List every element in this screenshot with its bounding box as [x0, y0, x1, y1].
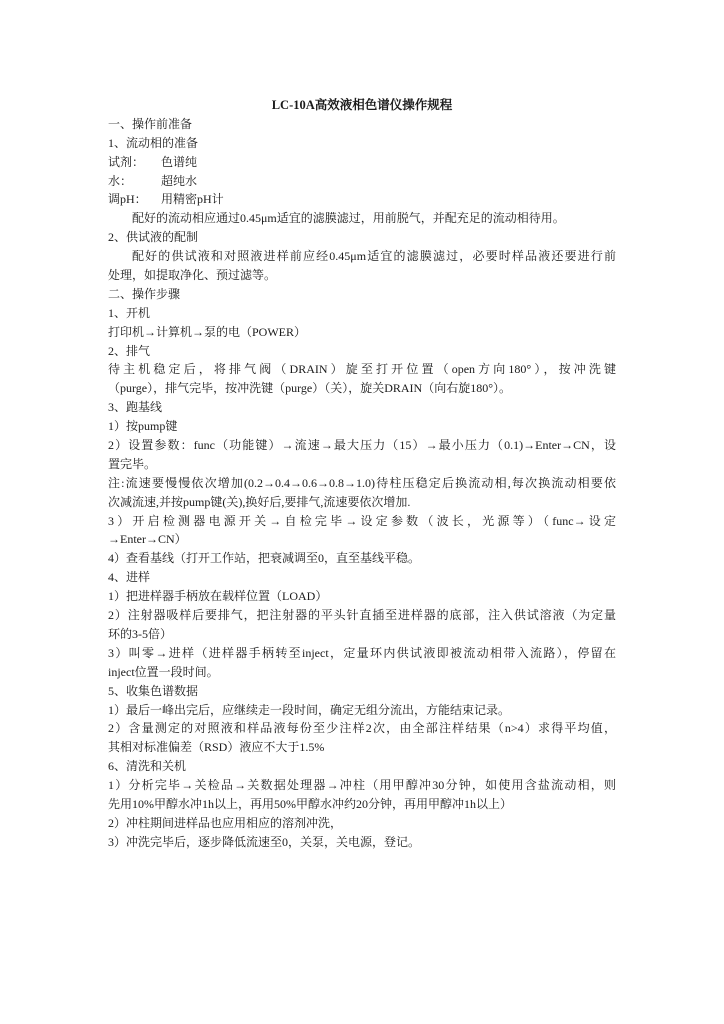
text-line: 2）含量测定的对照液和样品液每份至少注样2次，由全部注样结果（n>4）求得平均值，: [108, 721, 616, 736]
field-value: 色谱纯: [161, 154, 198, 169]
text-line: 配好的供试液和对照液进样前应经0.45μm适宜的滤膜滤过，必要时样品液还要进行前: [132, 249, 616, 264]
text-line: 一、操作前准备: [108, 116, 193, 131]
text-line: 1）分析完毕→关检品→关数据处理器→冲柱（用甲醇冲30分钟，如使用含盐流动相，则: [108, 778, 616, 793]
text-line: 4）查看基线（打开工作站，把衰减调至0，直至基线平稳。: [108, 551, 421, 566]
text-line: 处理，如提取净化、预过滤等。: [108, 268, 277, 283]
text-line: 环的3-5倍）: [108, 626, 172, 641]
text-line: 待主机稳定后，将排气阀（DRAIN）旋至打开位置（open方向180°），按冲洗键: [108, 362, 616, 377]
document-body: [108, 115, 616, 852]
text-line: 1）按pump键: [108, 419, 178, 434]
text-line: 1）最后一峰出完后，应继续走一段时间，确定无组分流出，方能结束记录。: [108, 702, 511, 717]
document-title: LC-10A高效液相色谱仪操作规程: [271, 98, 453, 112]
text-line: 1）把进样器手柄放在载样位置（LOAD）: [108, 589, 328, 604]
field-value: 用精密pH计: [161, 192, 224, 207]
text-line: 3、跑基线: [108, 400, 163, 415]
text-line: 2、排气: [108, 343, 151, 358]
text-line: 3）开启检测器电源开关→自检完毕→设定参数（波长，光源等）（func→设定: [108, 513, 616, 528]
text-line: 5、收集色谱数据: [108, 683, 199, 698]
field-label: 水：: [108, 173, 133, 188]
text-line: 2、供试液的配制: [108, 230, 199, 245]
text-line: （purge），排气完毕，按冲洗键（purge）（关），旋关DRAIN（向右旋180°）。: [108, 381, 512, 396]
text-line: 6、清洗和关机: [108, 759, 187, 774]
text-line: 置完毕。: [108, 456, 157, 471]
document-page: [108, 96, 616, 852]
text-line: 2）注射器吸样后要排气，把注射器的平头针直插至进样器的底部，注入供试溶液（为定量: [108, 608, 616, 623]
text-line: 2）设置参数：func（功能键）→流速→最大压力（15）→最小压力（0.1)→Enter→CN，设: [108, 438, 616, 453]
text-line: 2）冲柱期间进样品也应用相应的溶剂冲洗，: [108, 815, 343, 830]
text-line: →Enter→CN）: [108, 532, 187, 547]
text-line: 4、进样: [108, 570, 151, 585]
text-line: 1、流动相的准备: [108, 135, 199, 150]
text-line: 打印机→计算机→泵的电（POWER）: [108, 324, 307, 339]
text-line: [108, 190, 616, 209]
text-line: 配好的流动相应通过0.45μm适宜的滤膜滤过，用前脱气，并配充足的流动相待用。: [132, 211, 565, 226]
text-line: 二、操作步骤: [108, 286, 181, 301]
field-value: 超纯水: [161, 173, 198, 188]
field-label: 试剂：: [108, 154, 145, 169]
text-line: [108, 153, 616, 172]
text-line: 其相对标准偏差（RSD）液应不大于1.5%: [108, 740, 325, 755]
text-line: 先用10%甲醇水冲1h以上，再用50%甲醇水冲约20分钟，再用甲醇冲1h以上）: [108, 796, 512, 811]
text-line: 3）叫零→进样（进样器手柄转至inject，定量环内供试液即被流动相带入流路），停留在: [108, 645, 616, 660]
text-line: 1、开机: [108, 305, 151, 320]
text-line: inject位置一段时间。: [108, 664, 219, 679]
text-line: 次减流速,并按pump键(关),换好后,要排气,流速要依次增加.: [108, 494, 411, 509]
text-line: 注:流速要慢慢依次增加(0.2→0.4→0.6→0.8→1.0)待柱压稳定后换流动相,每次换流动相要依: [108, 475, 616, 490]
text-line: 3）冲洗完毕后，逐步降低流速至0，关泵，关电源，登记。: [108, 834, 421, 849]
field-label: 调pH：: [108, 192, 147, 207]
text-line: [108, 172, 616, 191]
